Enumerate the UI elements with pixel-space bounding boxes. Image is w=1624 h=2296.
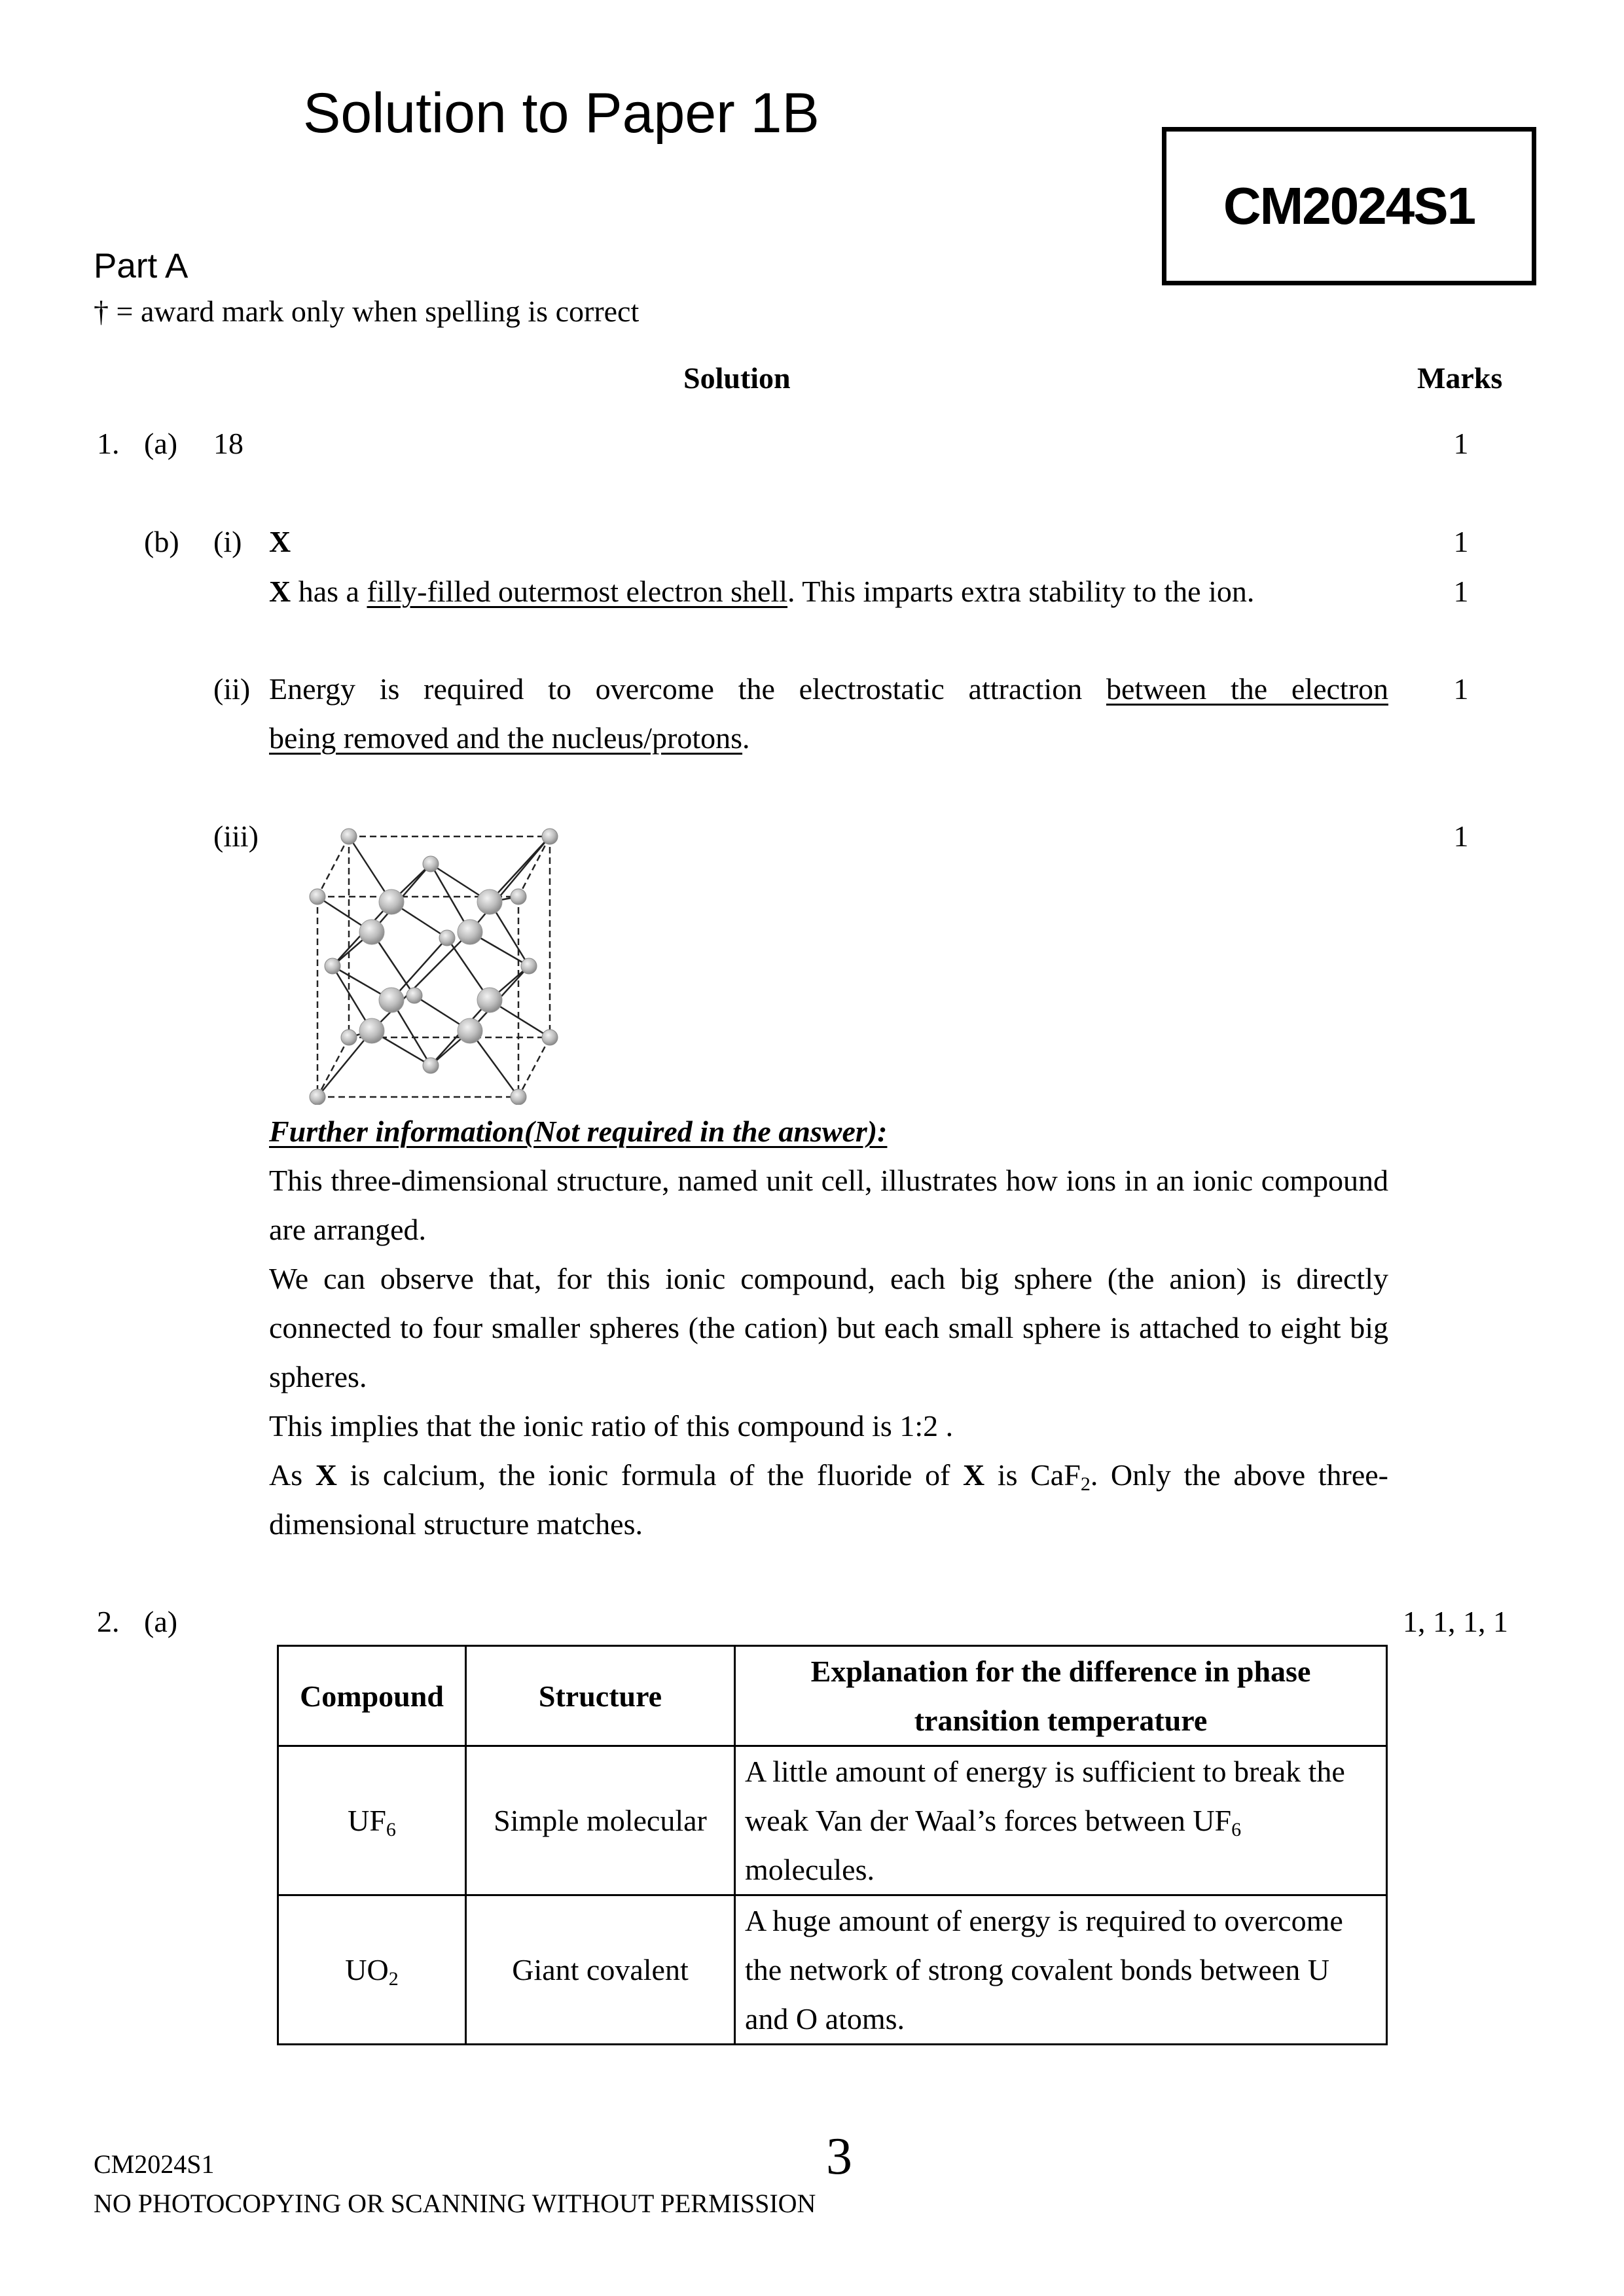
- cell-compound: [278, 1895, 466, 2045]
- bold-x: X: [269, 575, 291, 608]
- further-info-para1: This three-dimensional structure, named unit cell, illustrates how ions in an ionic compound are arranged.: [269, 1164, 1388, 1246]
- key-phrase: between the electron: [1106, 672, 1388, 706]
- paper-code: CM2024S1: [1223, 177, 1475, 235]
- text: . This imparts extra stability to the ion.: [787, 575, 1255, 608]
- text: has a: [291, 575, 367, 608]
- subscript: 6: [386, 1819, 396, 1840]
- text: As: [269, 1458, 316, 1492]
- explanation-1bii-line2: [269, 713, 750, 762]
- cell-explanation: A huge amount of energy is required to overcome the network of strong covalent bonds between U and O atoms.: [735, 1895, 1387, 2045]
- further-info-para3: This implies that the ionic ratio of this compound is 1:2 .: [269, 1409, 954, 1443]
- text: . Only the above three-dimensional structure matches.: [269, 1458, 1388, 1541]
- subpart-label-i: (i): [213, 525, 242, 558]
- text: .: [742, 721, 750, 755]
- cell-compound: [278, 1746, 466, 1895]
- table-row: [278, 1746, 1387, 1895]
- further-info-heading: [269, 1107, 887, 1156]
- page-number: 3: [826, 2128, 852, 2185]
- text: is calcium, the ionic formula of the fluoride of: [336, 1458, 963, 1492]
- mark-1a: 1: [1453, 427, 1469, 460]
- footer-paper-code: CM2024S1: [94, 2149, 215, 2179]
- marks-2a: 1, 1, 1, 1: [1403, 1605, 1508, 1638]
- spelling-note: † = award mark only when spelling is correct: [94, 295, 640, 328]
- further-info-para4: [269, 1450, 1388, 1549]
- answer-1bi: X: [269, 525, 291, 558]
- further-info-para2: We can observe that, for this ionic compound, each big sphere (the anion) is directly connected to four smaller spheres (the cation) but each small sphere is attached to eight big spheres.: [269, 1262, 1388, 1393]
- part-label-b: (b): [144, 525, 179, 558]
- bonds: [317, 836, 550, 1097]
- section-heading: Part A: [94, 247, 189, 285]
- key-phrase: being removed and the nucleus/protons: [269, 721, 743, 755]
- header-explanation: Explanation for the difference in phase transition temperature: [735, 1646, 1387, 1746]
- solution-column-header: Solution: [683, 361, 791, 395]
- part-label-2a: (a): [144, 1605, 178, 1638]
- subscript: 2: [1080, 1473, 1091, 1495]
- unit-cell-diagram: [293, 817, 575, 1105]
- text: UF: [348, 1804, 386, 1837]
- subscript: 2: [388, 1968, 399, 1990]
- text: UO: [345, 1953, 389, 1986]
- mark-1biii: 1: [1453, 819, 1469, 853]
- text: A little amount of energy is sufficient to break the weak Van der Waal’s forces between UF: [745, 1755, 1345, 1837]
- marks-column-header: Marks: [1417, 361, 1503, 395]
- question-number-2: 2.: [97, 1605, 120, 1638]
- text: molecules.: [745, 1853, 875, 1886]
- cell-explanation: [735, 1746, 1387, 1895]
- explanation-1bii-line1: [269, 664, 1388, 713]
- subpart-label-ii: (ii): [213, 672, 251, 706]
- question-number-1: 1.: [97, 427, 120, 460]
- mark-1bi-2: 1: [1453, 575, 1469, 608]
- key-phrase: filly-filled outermost electron shell: [367, 575, 788, 608]
- subscript: 6: [1231, 1819, 1242, 1840]
- text: Energy is required to overcome the electrostatic attraction: [269, 672, 1106, 706]
- header-structure: Structure: [466, 1646, 735, 1746]
- answer-1a: 18: [213, 427, 244, 460]
- explanation-1bi: [269, 567, 1254, 616]
- mark-1bii: 1: [1453, 672, 1469, 706]
- table-header-row: [278, 1646, 1387, 1746]
- text: is CaF: [984, 1458, 1081, 1492]
- cell-structure: Simple molecular: [466, 1746, 735, 1895]
- cell-structure: Giant covalent: [466, 1895, 735, 2045]
- mark-1bi-1: 1: [1453, 525, 1469, 558]
- table-row: [278, 1895, 1387, 2045]
- header-compound: Compound: [278, 1646, 466, 1746]
- further-info-heading-text: Further information(Not required in the answer):: [269, 1115, 888, 1148]
- page-title: Solution to Paper 1B: [303, 82, 820, 145]
- part-label-a: (a): [144, 427, 178, 460]
- bold-x: X: [963, 1458, 985, 1492]
- subpart-label-iii: (iii): [213, 819, 259, 853]
- structure-table: [277, 1645, 1388, 2045]
- bold-x: X: [315, 1458, 337, 1492]
- cation-spheres: [310, 829, 558, 1105]
- copyright-notice: NO PHOTOCOPYING OR SCANNING WITHOUT PERMISSION: [94, 2189, 816, 2218]
- paper-code-box: [1162, 127, 1536, 285]
